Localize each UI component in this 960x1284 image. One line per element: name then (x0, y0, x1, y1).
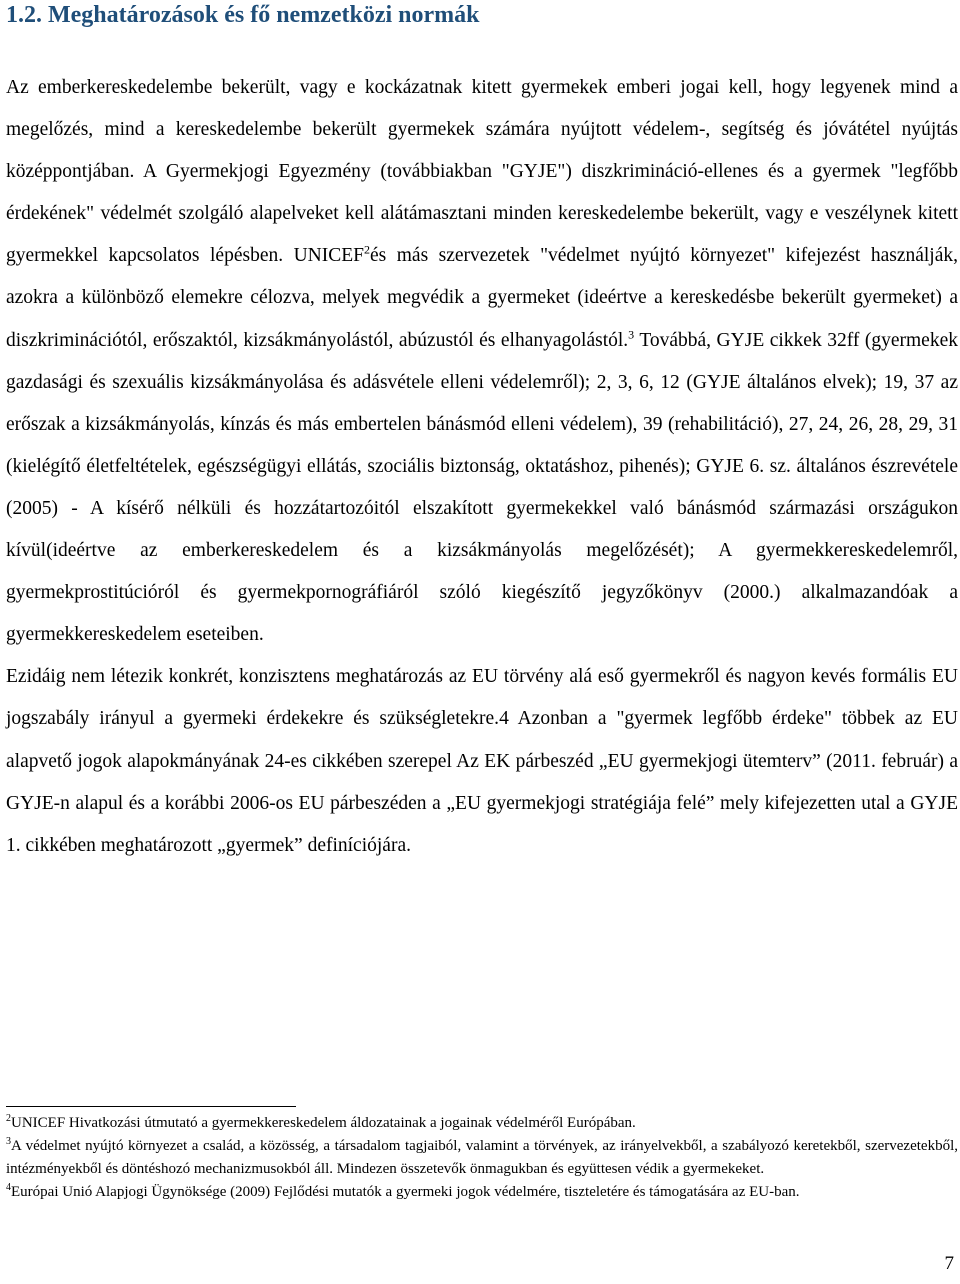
footnote-separator (6, 1106, 296, 1107)
footnote-text: UNICEF Hivatkozási útmutató a gyermekkereskedelem áldozatainak a jogainak védelméről Európában. (11, 1115, 636, 1131)
section-heading: 1.2. Meghatározások és fő nemzetközi normák (6, 2, 480, 28)
page-number: 7 (944, 1253, 954, 1274)
paragraph-text: Továbbá, GYJE cikkek 32ff (gyermekek gazdasági és szexuális kizsákmányolása és adásvétele elleni védelemről); 2, 3, 6, 12 (GYJE általános elvek); 19, 37 az erőszak a kizsákmányolás, kínzás és más embertelen bánásmód elleni védelem), 39 (rehabilitáció), 27, 24, 26, 28, 29, 31 (kielégítő életfeltételek, egészségügyi ellátás, szociális biztonság, oktatáshoz, pihenés); GYJE 6. sz. általános észrevétele (2005) - A kísérő nélküli és hozzátartozóitól elszakított gyermekekkel való bánásmód származási országukon kívül(ideértve az emberkereskedelem és a kizsákmányolás megelőzését); A gyermekkereskedelemről, gyermekprostitúcióról és gyermekpornográfiáról szóló kiegészítő jegyzőkönyv (2000.) alkalmazandóak a gyermekkereskedelem eseteiben. (6, 329, 958, 646)
footnote (6, 1181, 958, 1204)
footnote-ref[interactable]: 3 (628, 327, 635, 342)
footnotes (6, 1112, 958, 1204)
paragraph-text: Azonban a "gyermek legfőbb érdeke" többek az EU alapvető jogok alapokmányának 24-es cikkében szerepel Az EK párbeszéd „EU gyermekjogi ütemterv” (2011. február) a GYJE-n alapul és a korábbi 2006-os EU párbeszéden a „EU gyermekjogi stratégiája felé” mely kifejezetten utal a GYJE 1. cikkében meghatározott „gyermek” definíciójára. (6, 708, 958, 856)
paragraph-text: Az emberkereskedelembe bekerült, vagy e kockázatnak kitett gyermekek emberi jogai kell, hogy legyenek mind a megelőzés, mind a kereskedelembe bekerült gyermekek számára nyújtott védelem-, segítség és jóvátétel nyújtás középpontjában. A Gyermekjogi Egyezmény (továbbiakban "GYJE") diszkrimináció-ellenes és a gyermek "legfőbb érdekének" védelmét szolgáló alapelveket kell alátámasztani minden kereskedelembe bekerült, vagy e veszélynek kitett gyermekkel kapcsolatos lépésben. UNICEF (6, 77, 958, 267)
footnote-ref[interactable]: 2 (364, 242, 371, 257)
footnote-number: 3 (6, 1136, 11, 1147)
footnote-text: A védelmet nyújtó környezet a család, a közösség, a társadalom tagjaiból, valamint a törvények, az irányelvekből, a szabályozó keretekből, szervezetekből, intézményekből és döntéshozó mechanizmusokból áll. Mindezen összetevők önmagukban és együttesen védik a gyermekeket. (6, 1138, 958, 1177)
body-text (6, 67, 958, 867)
paragraph-rights-definitions (6, 67, 958, 656)
footnote (6, 1135, 958, 1181)
footnote (6, 1112, 958, 1135)
footnote-ref[interactable]: 4 (499, 708, 509, 730)
footnote-number: 2 (6, 1113, 11, 1124)
footnote-number: 4 (6, 1182, 11, 1193)
paragraph-text: és más szervezetek "védelmet nyújtó környezet" kifejezést használják, azokra a különböző elemekre célozva, melyek megvédik a gyermeket (ideértve a kereskedésbe bekerült gyermeket) a diszkriminációtól, erőszaktól, kizsákmányolástól, abúzustól és elhanyagolástól. (6, 245, 958, 351)
paragraph-text: Ezidáig nem létezik konkrét, konzisztens meghatározás az EU törvény alá eső gyermekről és nagyon kevés formális EU jogszabály irányul a gyermeki érdekekre és szükségletekre. (6, 666, 958, 730)
footnote-text: Európai Unió Alapjogi Ügynöksége (2009) Fejlődési mutatók a gyermeki jogok védelmére, tiszteletére és támogatására az EU-ban. (11, 1184, 800, 1200)
paragraph-eu-law (6, 656, 958, 866)
